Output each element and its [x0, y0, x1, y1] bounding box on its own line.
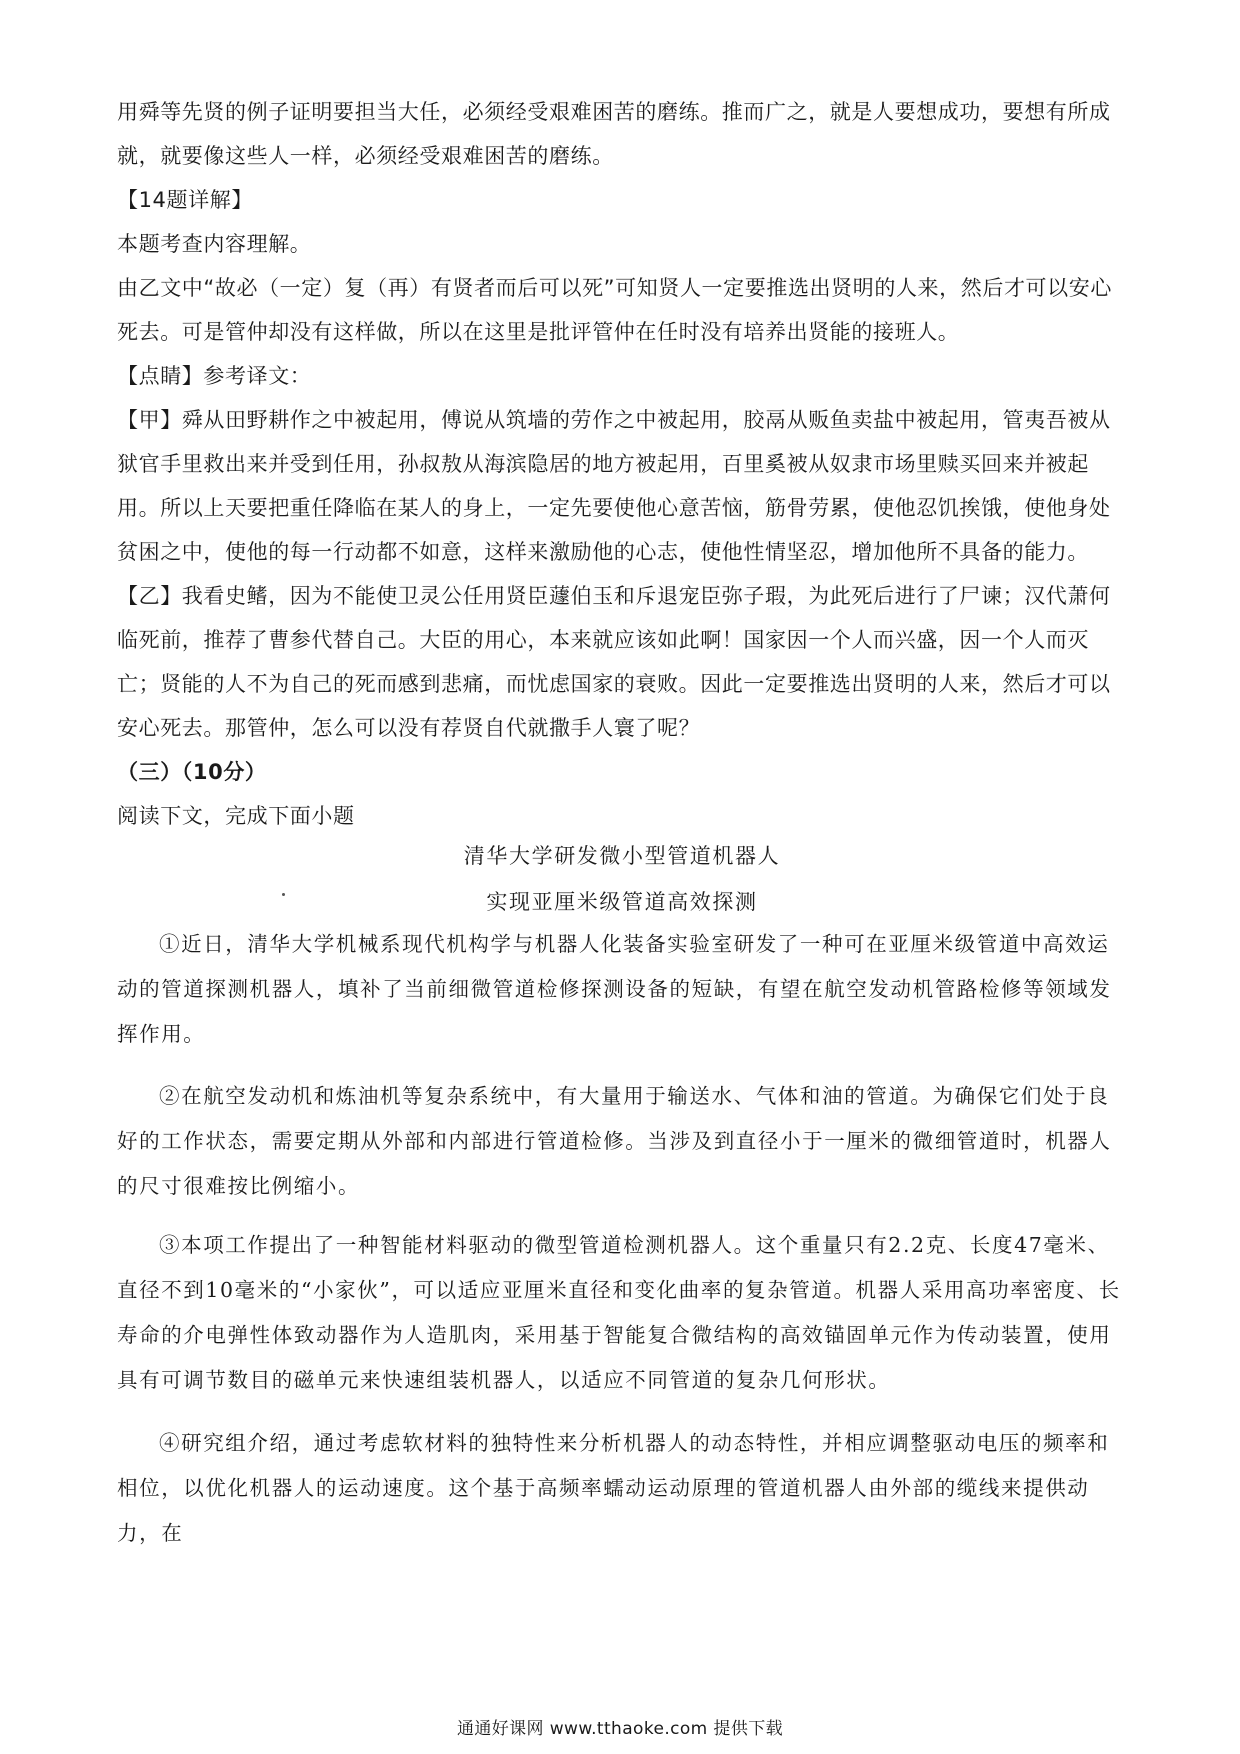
- article-paragraph-4: ④研究组介绍，通过考虑软材料的独特性来分析机器人的动态特性，并相应调整驱动电压的频率和相位，以优化机器人的运动速度。这个基于高频率蠕动运动原理的管道机器人由外部的缆线来提供动力，在: [117, 1431, 1110, 1545]
- article-title-line-1: 清华大学研发微小型管道机器人: [463, 844, 781, 868]
- article-title-line-2: 实现亚厘米级管道高效探测: [486, 890, 758, 914]
- translation-yi: 【乙】我看史鳍，因为不能使卫灵公任用贤臣蘧伯玉和斥退宠臣弥子瑕，为此死后进行了尸谏；汉代萧何临死前，推荐了曹参代替自己。大臣的用心，本来就应该如此啊！国家因一个人而兴盛，因一个人而灭亡；贤能的人不为自己的死而感到悲痛，而忧虑国家的衰败。因此一定要推选出贤明的人来，然后才可以安心死去。那管仲，怎么可以没有荐贤自代就撒手人寰了呢？: [117, 584, 1111, 740]
- reading-instruction: 阅读下文，完成下面小题: [117, 804, 355, 828]
- translation-jia: 【甲】舜从田野耕作之中被起用，傅说从筑墙的劳作之中被起用，胶鬲从贩鱼卖盐中被起用，管夷吾被从狱官手里救出来并受到任用，孙叔敖从海滨隐居的地方被起用，百里奚被从奴隶市场里赎买回来并被起用。所以上天要把重任降临在某人的身上，一定先要使他心意苦恼，筋骨劳累，使他忍饥挨饿，使他身处贫困之中，使他的每一行动都不如意，这样来激励他的心志，使他性情坚忍，增加他所不具备的能力。: [117, 408, 1111, 564]
- article-paragraph-2: ②在航空发动机和炼油机等复杂系统中，有大量用于输送水、气体和油的管道。为确保它们处于良好的工作状态，需要定期从外部和内部进行管道检修。当涉及到直径小于一厘米的微细管道时，机器人的尺寸很难按比例缩小。: [117, 1084, 1112, 1198]
- footer-source: 通通好课网 www.tthaoke.com 提供下载: [456, 1719, 784, 1739]
- dianjing-heading: 【点睛】参考译文：: [117, 364, 312, 388]
- article-paragraph-3: ③本项工作提出了一种智能材料驱动的微型管道检测机器人。这个重量只有2.2克、长度47毫米、直径不到10毫米的“小家伙”，可以适应亚厘米直径和变化曲率的复杂管道。机器人采用高功率密度、长寿命的介电弹性体致动器作为人造肌肉，采用基于智能复合微结构的高效锚固单元作为传动装置，使用具有可调节数目的磁单元来快速组装机器人，以适应不同管道的复杂几何形状。: [117, 1233, 1121, 1392]
- question-14-topic: 本题考查内容理解。: [117, 232, 312, 256]
- section-three-heading: （三）（10分）: [117, 760, 267, 784]
- answer-paragraph-conclusion: 用舜等先贤的例子证明要担当大任，必须经受艰难困苦的磨练。推而广之，就是人要想成功，要想有所成就，就要像这些人一样，必须经受艰难困苦的磨练。: [117, 100, 1111, 168]
- question-14-explanation: 由乙文中“故必（一定）复（再）有贤者而后可以死”可知贤人一定要推选出贤明的人来，然后才可以安心死去。可是管仲却没有这样做，所以在这里是批评管仲在任时没有培养出贤能的接班人。: [117, 276, 1112, 344]
- article-paragraph-1: ①近日，清华大学机械系现代机构学与机器人化装备实验室研发了一种可在亚厘米级管道中高效运动的管道探测机器人，填补了当前细微管道检修探测设备的短缺，有望在航空发动机管路检修等领域发挥作用。: [117, 932, 1112, 1046]
- question-14-heading: 【14题详解】: [117, 188, 253, 212]
